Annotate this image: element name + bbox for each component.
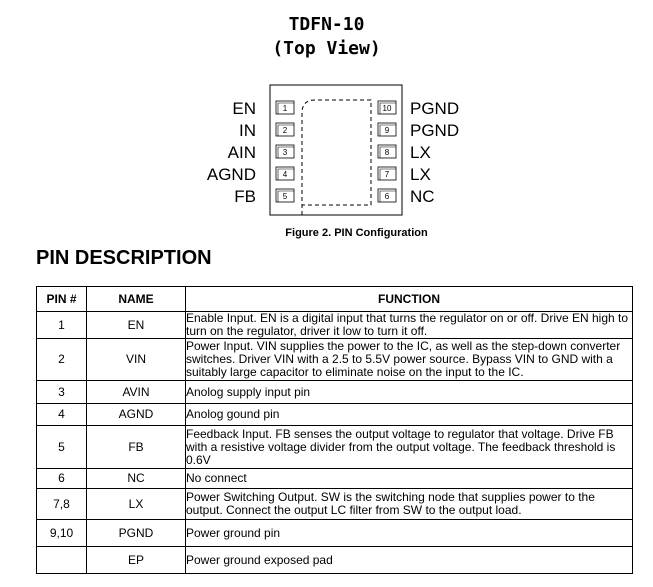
pin-name: AGND <box>87 404 186 426</box>
pin-number-label: 10 <box>382 104 392 113</box>
pin-number-label: 1 <box>282 104 288 113</box>
pin-function: No connect <box>186 469 633 489</box>
table-row <box>37 489 633 520</box>
package-subtitle: (Top View) <box>272 38 381 59</box>
pin-name-label: LX <box>410 165 431 184</box>
pin-number-label: 9 <box>384 126 390 135</box>
pin-number-label: 8 <box>384 148 390 157</box>
pin-name: NC <box>87 469 186 489</box>
pin-function: Anolog supply input pin <box>186 381 633 404</box>
pin-name-label: AGND <box>206 165 256 184</box>
header-pin: PIN # <box>37 287 87 312</box>
pin-name-label: EN <box>232 99 256 118</box>
pin-number: 3 <box>37 381 87 404</box>
pin-name-label: NC <box>410 187 435 206</box>
pin-description-table <box>36 286 633 574</box>
figure-caption: Figure 2. PIN Configuration <box>285 227 428 239</box>
pin-name-label: LX <box>410 143 431 162</box>
pin-number: 5 <box>37 426 87 469</box>
table-row <box>37 339 633 381</box>
table-row <box>37 520 633 547</box>
pin-number-label: 6 <box>384 192 390 201</box>
pin-number-label: 3 <box>282 148 288 157</box>
table-row <box>37 312 633 339</box>
table-row <box>37 404 633 426</box>
pin-name-label: PGND <box>410 121 460 140</box>
pin-name-label: IN <box>239 121 256 140</box>
pin-number <box>37 547 87 574</box>
pin-name-label: FB <box>234 187 256 206</box>
package-title: TDFN-10 <box>288 14 365 35</box>
pin-number: 1 <box>37 312 87 339</box>
pin-function: Power Input. VIN supplies the power to the IC, as well as the step-down converter switches. Driver VIN with a 2.5 to 5.5V power source. Bypass VIN to GND with a suitably large capacitor to eliminate noise on the input to the IC. <box>186 339 633 381</box>
table-header-row <box>37 287 633 312</box>
pin-number-label: 5 <box>282 192 288 201</box>
pin-number: 2 <box>37 339 87 381</box>
pin-number: 6 <box>37 469 87 489</box>
pin-number: 4 <box>37 404 87 426</box>
pin-name: LX <box>87 489 186 520</box>
pin-name-label: AIN <box>227 143 256 162</box>
section-heading: PIN DESCRIPTION <box>36 247 212 269</box>
table-row <box>37 547 633 574</box>
pin-name: EN <box>87 312 186 339</box>
pin-number: 7,8 <box>37 489 87 520</box>
pin-function: Power ground pin <box>186 520 633 547</box>
pin-name: VIN <box>87 339 186 381</box>
table-row <box>37 381 633 404</box>
pin-name-label: PGND <box>410 99 460 118</box>
pin-number-label: 4 <box>282 170 288 179</box>
pin-function: Feedback Input. FB senses the output voltage to regulator that voltage. Drive FB with a resistive voltage divider from the output voltage. The feedback threshold is 0.6V <box>186 426 633 469</box>
pin-number-label: 2 <box>282 126 288 135</box>
pin-function: Power Switching Output. SW is the switching node that supplies power to the output. Connect the output LC filter from SW to the output load. <box>186 489 633 520</box>
pin-name: FB <box>87 426 186 469</box>
pin-configuration-diagram <box>0 0 653 225</box>
pin-name: EP <box>87 547 186 574</box>
pin-name: AVIN <box>87 381 186 404</box>
header-name: NAME <box>87 287 186 312</box>
pin-function: Anolog gound pin <box>186 404 633 426</box>
header-function: FUNCTION <box>186 287 633 312</box>
pin-name: PGND <box>87 520 186 547</box>
pin-function: Enable Input. EN is a digital input that turns the regulator on or off. Drive EN high to turn on the regulator, driver it low to turn it off. <box>186 312 633 339</box>
pin-function: Power ground exposed pad <box>186 547 633 574</box>
pin-number: 9,10 <box>37 520 87 547</box>
pin-number-label: 7 <box>384 170 390 179</box>
table-row <box>37 426 633 469</box>
table-row <box>37 469 633 489</box>
